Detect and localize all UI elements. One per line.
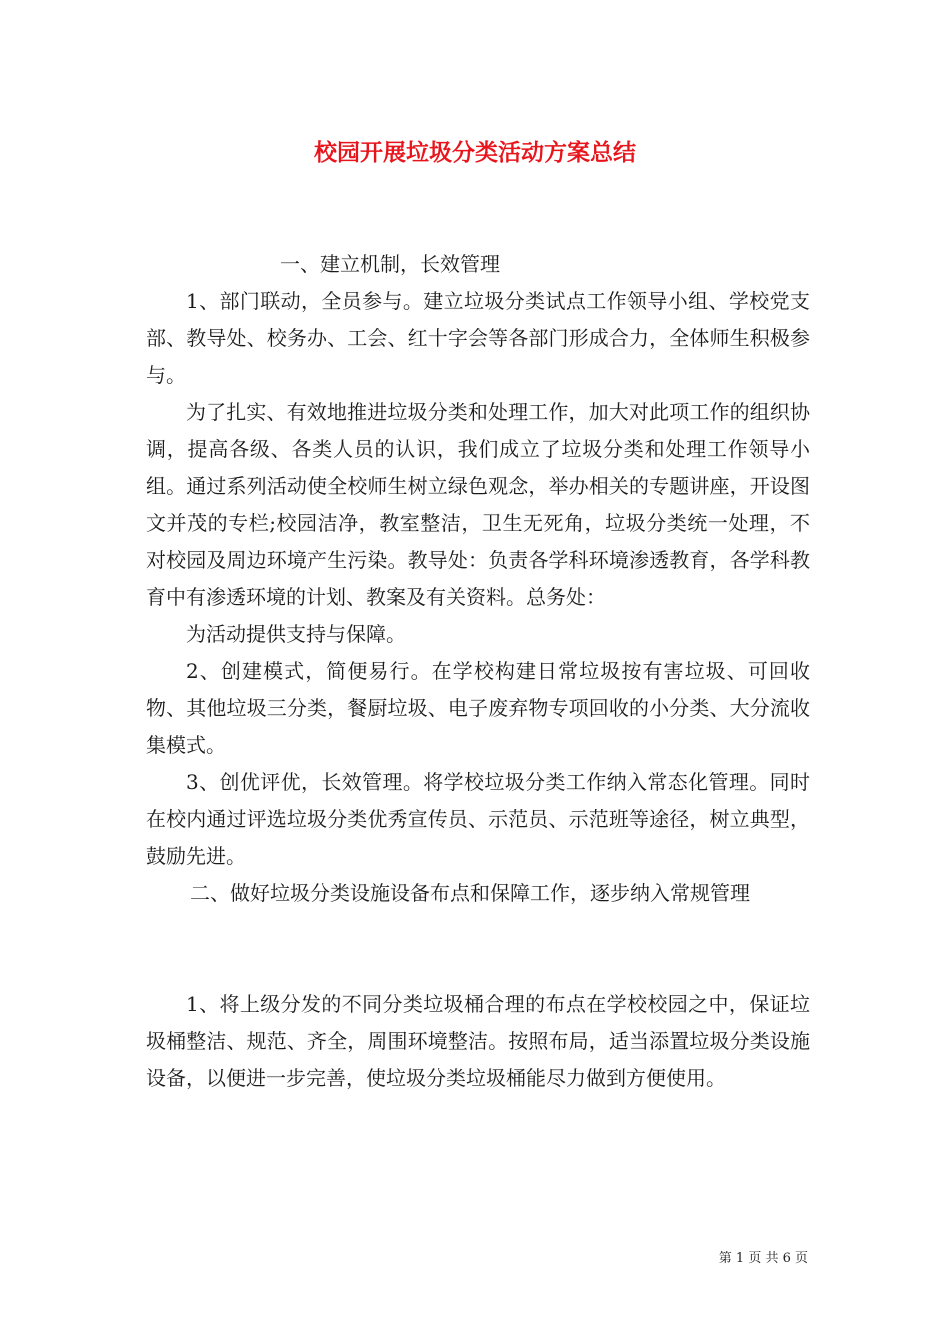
spacer (146, 912, 810, 986)
paragraph-1: 1、部门联动，全员参与。建立垃圾分类试点工作领导小组、学校党支部、教导处、校务办、工会、红十字会等各部门形成合力，全体师生积极参与。 (146, 289, 810, 387)
paragraph-4: 2、创建模式，简便易行。在学校构建日常垃圾按有害垃圾、可回收物、其他垃圾三分类，餐厨垃圾、电子废弃物专项回收的小分类、大分流收集模式。 (146, 659, 810, 757)
document-body (146, 246, 810, 1097)
page-number: 第 1 页 共 6 页 (718, 1251, 808, 1266)
section-heading-1: 一、建立机制，长效管理 (280, 252, 500, 276)
paragraph-6: 1、将上级分发的不同分类垃圾桶合理的布点在学校校园之中，保证垃圾桶整洁、规范、齐全，周围环境整洁。按照布局，适当添置垃圾分类设施设备，以便进一步完善，使垃圾分类垃圾桶能尽力做到方便使用。 (146, 992, 810, 1090)
section-heading-2: 二、做好垃圾分类设施设备布点和保障工作，逐步纳入常规管理 (190, 881, 750, 905)
paragraph-3: 为活动提供支持与保障。 (186, 622, 406, 646)
document-title: 校园开展垃圾分类活动方案总结 (314, 139, 636, 166)
paragraph-2: 为了扎实、有效地推进垃圾分类和处理工作，加大对此项工作的组织协调，提高各级、各类人员的认识，我们成立了垃圾分类和处理工作领导小组。通过系列活动使全校师生树立绿色观念，举办相关的专题讲座，开设图文并茂的专栏;校园洁净，教室整洁，卫生无死角，垃圾分类统一处理，不对校园及周边环境产生污染。教导处：负责各学科环境渗透教育，各学科教育中有渗透环境的计划、教案及有关资料。总务处： (146, 400, 810, 609)
paragraph-5: 3、创优评优，长效管理。将学校垃圾分类工作纳入常态化管理。同时在校内通过评选垃圾分类优秀宣传员、示范员、示范班等途径，树立典型，鼓励先进。 (146, 770, 810, 868)
